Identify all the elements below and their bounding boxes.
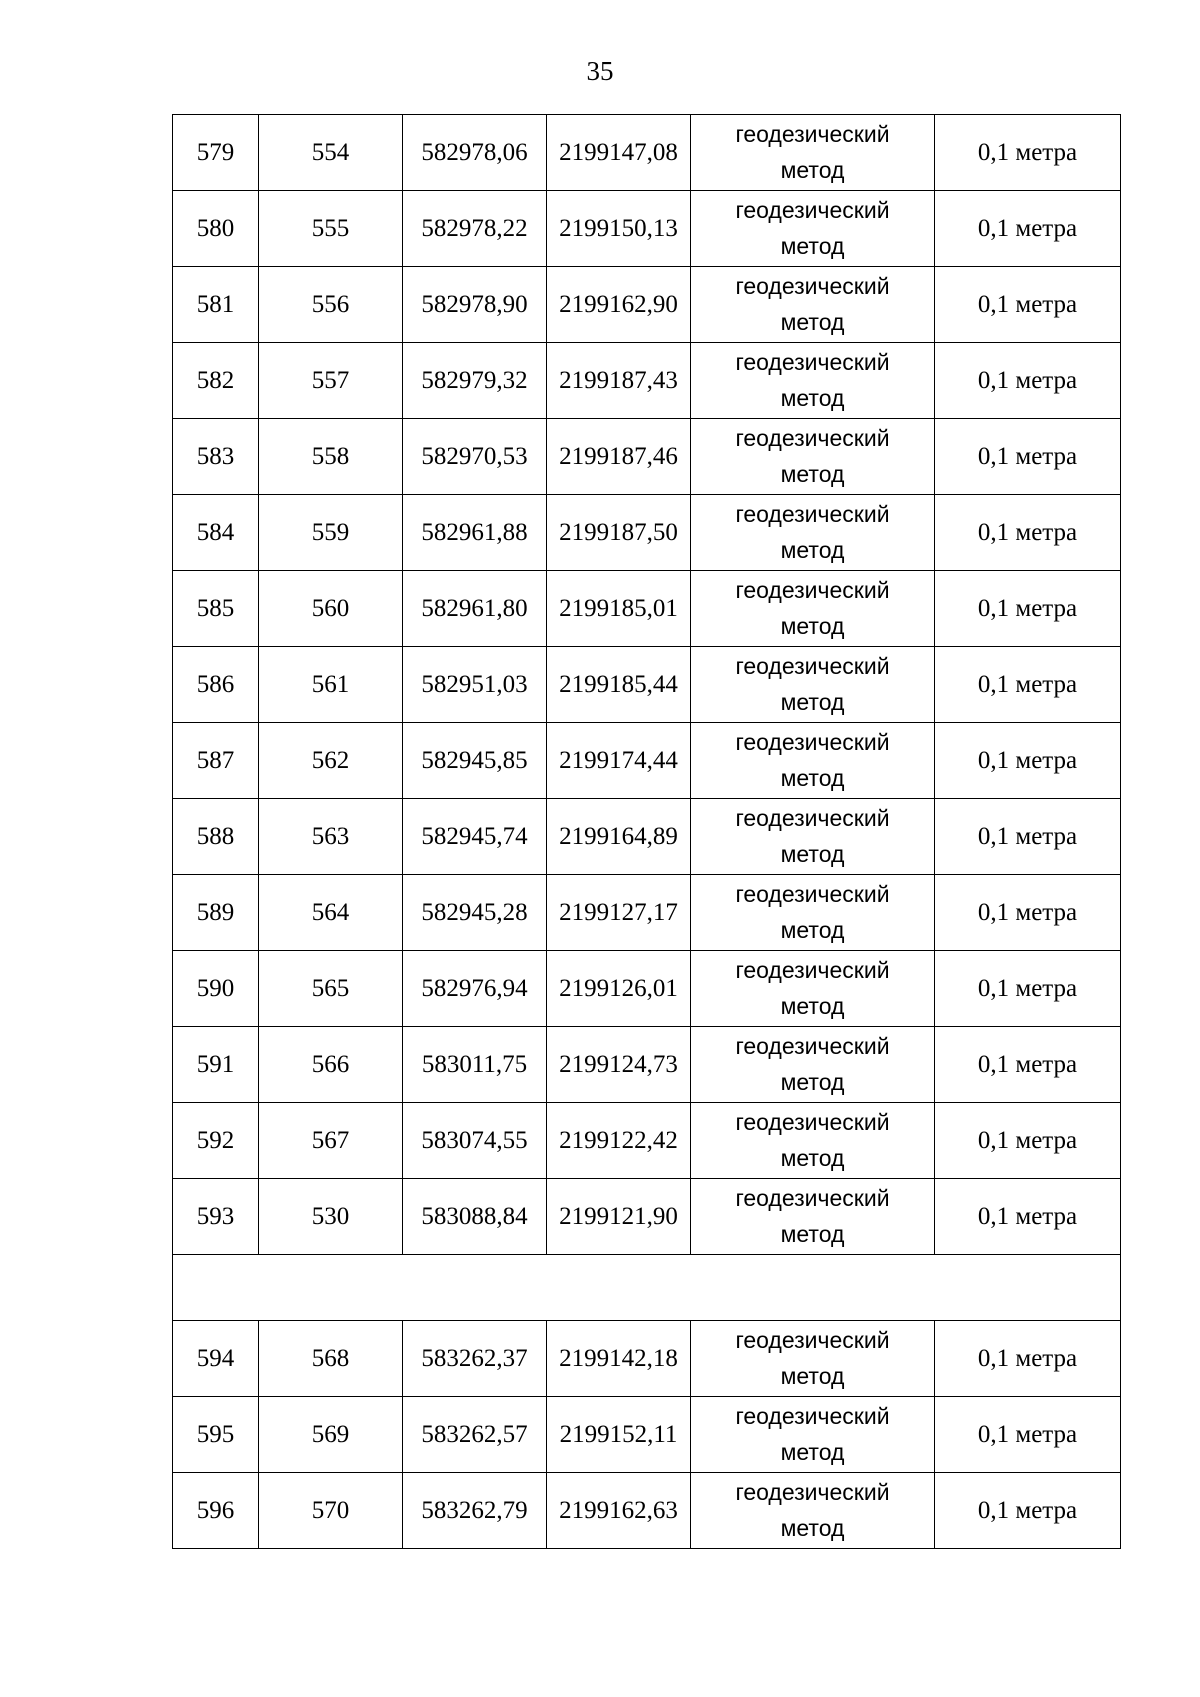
point-number-cell: 560 <box>259 571 403 647</box>
method-cell <box>691 1179 935 1255</box>
x-coordinate-cell: 583088,84 <box>403 1179 547 1255</box>
y-coordinate-cell: 2199162,90 <box>547 267 691 343</box>
point-number-cell: 561 <box>259 647 403 723</box>
table-row <box>173 1179 1121 1255</box>
table-row <box>173 799 1121 875</box>
row-number-cell: 587 <box>173 723 259 799</box>
point-number-cell: 530 <box>259 1179 403 1255</box>
table-row <box>173 343 1121 419</box>
coordinates-table <box>172 114 1121 1549</box>
x-coordinate-cell: 583262,57 <box>403 1397 547 1473</box>
method-line-2: метод <box>780 384 845 411</box>
point-number-cell: 566 <box>259 1027 403 1103</box>
row-number-cell: 581 <box>173 267 259 343</box>
row-number-cell: 585 <box>173 571 259 647</box>
method-line-2: метод <box>780 1068 845 1095</box>
point-number-cell: 567 <box>259 1103 403 1179</box>
point-number-cell: 563 <box>259 799 403 875</box>
row-number-cell: 586 <box>173 647 259 723</box>
page-number: 35 <box>586 56 614 86</box>
table-row <box>173 1027 1121 1103</box>
accuracy-cell: 0,1 метра <box>935 647 1121 723</box>
table-body <box>173 115 1121 1549</box>
method-cell <box>691 1473 935 1549</box>
table-row <box>173 571 1121 647</box>
y-coordinate-cell: 2199187,43 <box>547 343 691 419</box>
method-line-1: геодезический <box>735 1108 890 1135</box>
point-number-cell: 557 <box>259 343 403 419</box>
method-cell <box>691 1103 935 1179</box>
y-coordinate-cell: 2199124,73 <box>547 1027 691 1103</box>
method-line-2: метод <box>780 688 845 715</box>
row-number-cell: 584 <box>173 495 259 571</box>
point-number-cell: 570 <box>259 1473 403 1549</box>
y-coordinate-cell: 2199147,08 <box>547 115 691 191</box>
point-number-cell: 564 <box>259 875 403 951</box>
point-number-cell: 554 <box>259 115 403 191</box>
y-coordinate-cell: 2199127,17 <box>547 875 691 951</box>
method-line-1: геодезический <box>735 120 890 147</box>
point-number-cell: 555 <box>259 191 403 267</box>
accuracy-cell: 0,1 метра <box>935 1473 1121 1549</box>
x-coordinate-cell: 582979,32 <box>403 343 547 419</box>
table-row <box>173 419 1121 495</box>
method-line-1: геодезический <box>735 804 890 831</box>
table-row <box>173 647 1121 723</box>
method-line-2: метод <box>780 232 845 259</box>
table-row <box>173 495 1121 571</box>
method-cell <box>691 1397 935 1473</box>
y-coordinate-cell: 2199185,01 <box>547 571 691 647</box>
accuracy-cell: 0,1 метра <box>935 191 1121 267</box>
row-number-cell: 590 <box>173 951 259 1027</box>
method-line-2: метод <box>780 460 845 487</box>
y-coordinate-cell: 2199126,01 <box>547 951 691 1027</box>
point-number-cell: 568 <box>259 1321 403 1397</box>
accuracy-cell: 0,1 метра <box>935 799 1121 875</box>
x-coordinate-cell: 582961,80 <box>403 571 547 647</box>
point-number-cell: 565 <box>259 951 403 1027</box>
y-coordinate-cell: 2199162,63 <box>547 1473 691 1549</box>
method-line-1: геодезический <box>735 880 890 907</box>
x-coordinate-cell: 583074,55 <box>403 1103 547 1179</box>
method-line-1: геодезический <box>735 196 890 223</box>
method-line-1: геодезический <box>735 1478 890 1505</box>
row-number-cell: 579 <box>173 115 259 191</box>
table-row <box>173 1103 1121 1179</box>
row-number-cell: 593 <box>173 1179 259 1255</box>
table-row <box>173 267 1121 343</box>
method-line-1: геодезический <box>735 956 890 983</box>
x-coordinate-cell: 582945,85 <box>403 723 547 799</box>
accuracy-cell: 0,1 метра <box>935 1103 1121 1179</box>
table-row <box>173 1473 1121 1549</box>
y-coordinate-cell: 2199142,18 <box>547 1321 691 1397</box>
y-coordinate-cell: 2199122,42 <box>547 1103 691 1179</box>
x-coordinate-cell: 582945,28 <box>403 875 547 951</box>
method-line-1: геодезический <box>735 728 890 755</box>
y-coordinate-cell: 2199164,89 <box>547 799 691 875</box>
point-number-cell: 558 <box>259 419 403 495</box>
method-line-1: геодезический <box>735 1184 890 1211</box>
row-number-cell: 595 <box>173 1397 259 1473</box>
accuracy-cell: 0,1 метра <box>935 343 1121 419</box>
point-number-cell: 556 <box>259 267 403 343</box>
table-row <box>173 1397 1121 1473</box>
method-line-1: геодезический <box>735 348 890 375</box>
point-number-cell: 562 <box>259 723 403 799</box>
table-row <box>173 191 1121 267</box>
method-cell <box>691 1321 935 1397</box>
table-row <box>173 1321 1121 1397</box>
method-line-2: метод <box>780 764 845 791</box>
y-coordinate-cell: 2199121,90 <box>547 1179 691 1255</box>
method-line-2: метод <box>780 1438 845 1465</box>
x-coordinate-cell: 582978,22 <box>403 191 547 267</box>
method-cell <box>691 495 935 571</box>
method-line-2: метод <box>780 1362 845 1389</box>
accuracy-cell: 0,1 метра <box>935 1179 1121 1255</box>
row-number-cell: 582 <box>173 343 259 419</box>
method-line-1: геодезический <box>735 424 890 451</box>
row-number-cell: 583 <box>173 419 259 495</box>
row-number-cell: 591 <box>173 1027 259 1103</box>
table-row <box>173 723 1121 799</box>
accuracy-cell: 0,1 метра <box>935 723 1121 799</box>
method-cell <box>691 723 935 799</box>
method-line-2: метод <box>780 840 845 867</box>
row-number-cell: 588 <box>173 799 259 875</box>
method-line-1: геодезический <box>735 652 890 679</box>
x-coordinate-cell: 583011,75 <box>403 1027 547 1103</box>
method-line-2: метод <box>780 992 845 1019</box>
method-line-1: геодезический <box>735 500 890 527</box>
accuracy-cell: 0,1 метра <box>935 115 1121 191</box>
method-line-1: геодезический <box>735 1032 890 1059</box>
method-line-2: метод <box>780 612 845 639</box>
x-coordinate-cell: 582945,74 <box>403 799 547 875</box>
accuracy-cell: 0,1 метра <box>935 419 1121 495</box>
y-coordinate-cell: 2199174,44 <box>547 723 691 799</box>
x-coordinate-cell: 582951,03 <box>403 647 547 723</box>
accuracy-cell: 0,1 метра <box>935 951 1121 1027</box>
x-coordinate-cell: 582970,53 <box>403 419 547 495</box>
method-line-2: метод <box>780 536 845 563</box>
method-line-2: метод <box>780 156 845 183</box>
y-coordinate-cell: 2199150,13 <box>547 191 691 267</box>
method-cell <box>691 1027 935 1103</box>
row-number-cell: 594 <box>173 1321 259 1397</box>
method-cell <box>691 115 935 191</box>
method-line-1: геодезический <box>735 272 890 299</box>
accuracy-cell: 0,1 метра <box>935 875 1121 951</box>
table-row <box>173 951 1121 1027</box>
y-coordinate-cell: 2199187,46 <box>547 419 691 495</box>
method-cell <box>691 951 935 1027</box>
separator-cell <box>173 1255 1121 1321</box>
method-cell <box>691 419 935 495</box>
method-line-1: геодезический <box>735 576 890 603</box>
x-coordinate-cell: 582976,94 <box>403 951 547 1027</box>
table-row <box>173 875 1121 951</box>
method-line-2: метод <box>780 916 845 943</box>
method-cell <box>691 191 935 267</box>
x-coordinate-cell: 582961,88 <box>403 495 547 571</box>
y-coordinate-cell: 2199187,50 <box>547 495 691 571</box>
accuracy-cell: 0,1 метра <box>935 1321 1121 1397</box>
method-line-1: геодезический <box>735 1402 890 1429</box>
y-coordinate-cell: 2199152,11 <box>547 1397 691 1473</box>
accuracy-cell: 0,1 метра <box>935 495 1121 571</box>
row-number-cell: 589 <box>173 875 259 951</box>
accuracy-cell: 0,1 метра <box>935 571 1121 647</box>
x-coordinate-cell: 583262,79 <box>403 1473 547 1549</box>
method-cell <box>691 267 935 343</box>
x-coordinate-cell: 582978,06 <box>403 115 547 191</box>
table-row <box>173 115 1121 191</box>
point-number-cell: 569 <box>259 1397 403 1473</box>
method-line-2: метод <box>780 308 845 335</box>
x-coordinate-cell: 583262,37 <box>403 1321 547 1397</box>
accuracy-cell: 0,1 метра <box>935 1397 1121 1473</box>
method-line-2: метод <box>780 1144 845 1171</box>
separator-row <box>173 1255 1121 1321</box>
accuracy-cell: 0,1 метра <box>935 1027 1121 1103</box>
point-number-cell: 559 <box>259 495 403 571</box>
y-coordinate-cell: 2199185,44 <box>547 647 691 723</box>
accuracy-cell: 0,1 метра <box>935 267 1121 343</box>
method-cell <box>691 647 935 723</box>
method-line-2: метод <box>780 1220 845 1247</box>
method-cell <box>691 875 935 951</box>
method-cell <box>691 571 935 647</box>
method-cell <box>691 343 935 419</box>
method-line-2: метод <box>780 1514 845 1541</box>
x-coordinate-cell: 582978,90 <box>403 267 547 343</box>
row-number-cell: 580 <box>173 191 259 267</box>
method-cell <box>691 799 935 875</box>
method-line-1: геодезический <box>735 1326 890 1353</box>
row-number-cell: 592 <box>173 1103 259 1179</box>
row-number-cell: 596 <box>173 1473 259 1549</box>
